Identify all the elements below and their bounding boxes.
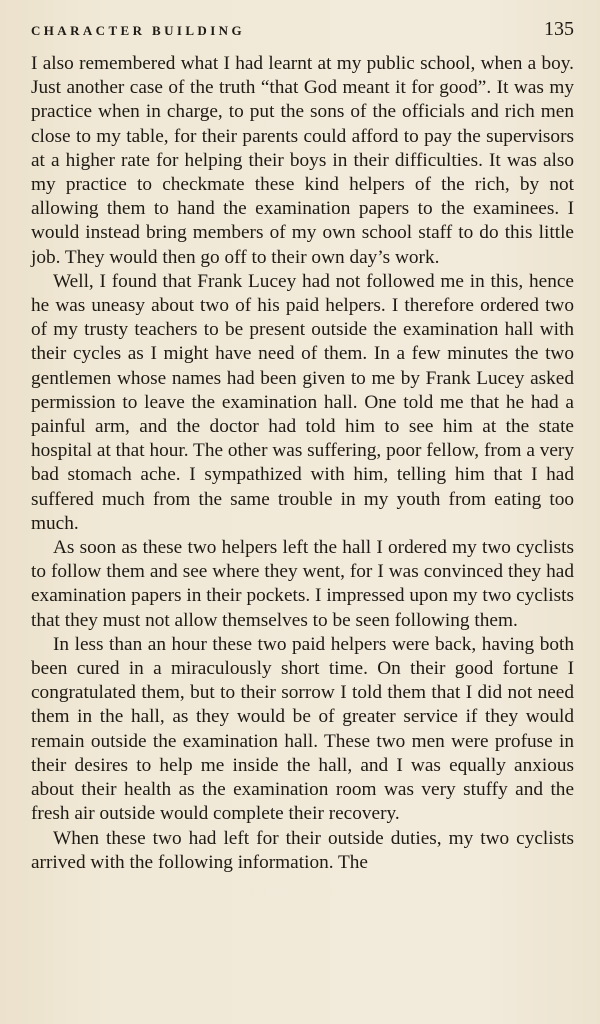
body-text <box>31 52 574 875</box>
page-number: 135 <box>544 18 574 40</box>
paragraph-2: Well, I found that Frank Lucey had not followed me in this, hence he was uneasy about two of his paid helpers. I therefore ordered two of my trusty teachers to be present outside the examination hall with their cycles as I might have need of them. In a few minutes the two gentlemen whose names had been given to me by Frank Lucey asked permission to leave the examination hall. One told me that he had a painful arm, and the doctor had told him to see him at the state hospital at that hour. The other was suffering, poor fellow, from a very bad stomach ache. I sympathized with him, telling him that I had suffered much from the same trouble in my youth from eating too much. <box>31 270 574 534</box>
running-title: CHARACTER BUILDING <box>31 23 245 38</box>
paragraph-5: When these two had left for their outside duties, my two cyclists arrived with the following information. The <box>31 827 574 873</box>
paragraph-3: As soon as these two helpers left the hall I ordered my two cyclists to follow them and see where they went, for I was convinced they had examination papers in their pockets. I impressed upon my two cyclists that they must not allow themselves to be seen following them. <box>31 537 574 631</box>
paragraph-1: I also remembered what I had learnt at my public school, when a boy. Just another case of the truth “that God meant it for good”. It was my practice when in charge, to put the sons of the officials and rich men close to my table, for their parents could afford to pay the supervisors at a higher rate for helping their boys in their difficulties. It was also my practice to checkmate these kind helpers of the rich, by not allowing them to hand the examination papers to the examinees. I would instead bring members of my own school staff to do this little job. They would then go off to their own day’s work. <box>31 53 574 268</box>
paragraph-4: In less than an hour these two paid helpers were back, having both been cured in a miraculously short time. On their good fortune I congratulated them, but to their sorrow I told them that I did not need them in the hall, as they would be of greater service if they would remain outside the examination hall. These two men were profuse in their desires to help me inside the hall, and I was equally anxious about their health as the examination room was very stuffy and the fresh air outside would complete their recovery. <box>31 633 574 825</box>
running-head <box>31 18 574 44</box>
